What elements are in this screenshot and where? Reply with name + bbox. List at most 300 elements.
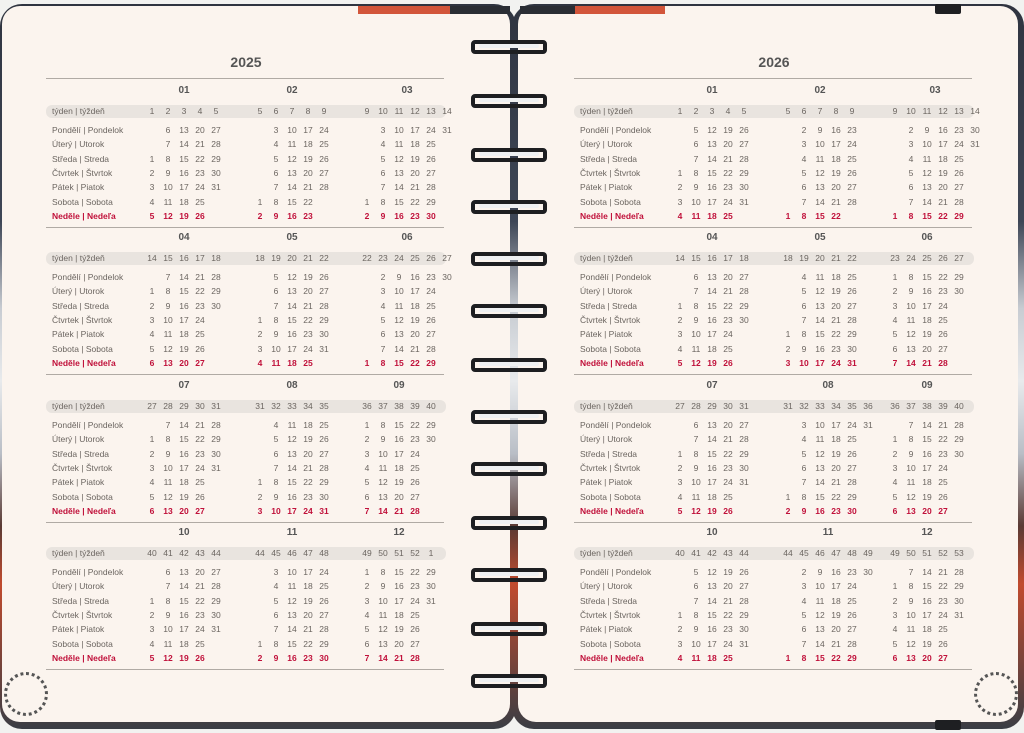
elastic-band-top — [935, 4, 961, 14]
day-number: 18 — [831, 153, 841, 164]
day-number: 12 — [815, 609, 825, 620]
day-number: 17 — [707, 196, 717, 207]
day-number: 19 — [922, 638, 932, 649]
day-number: 16 — [410, 272, 420, 282]
day-number: 12 — [394, 314, 404, 325]
day-number: 18 — [831, 595, 841, 606]
day-number: 19 — [707, 357, 717, 368]
day-number: 19 — [831, 167, 841, 178]
day-number: 8 — [380, 420, 386, 430]
weekday-row — [574, 152, 974, 166]
day-number: 6 — [165, 567, 171, 577]
day-number: 12 — [163, 210, 173, 221]
day-number: 25 — [847, 153, 857, 164]
day-number: 5 — [364, 624, 370, 635]
day-number: 23 — [831, 505, 841, 516]
day-number: 13 — [815, 624, 825, 635]
week-number-bar — [46, 400, 446, 413]
day-number: 25 — [723, 491, 733, 502]
day-number: 25 — [195, 196, 205, 207]
day-number: 25 — [938, 624, 948, 635]
week-number-bar — [46, 252, 452, 265]
weekday-label: Úterý | Utorok — [52, 286, 105, 297]
week-number: 8 — [833, 106, 839, 116]
day-number: 6 — [149, 505, 155, 516]
month-block-rule — [574, 522, 972, 523]
day-number: 30 — [211, 448, 221, 459]
day-number: 22 — [410, 196, 420, 207]
day-number: 16 — [707, 462, 717, 473]
week-label: týden | týždeň — [580, 253, 633, 263]
day-number: 14 — [815, 196, 825, 207]
day-number: 10 — [163, 624, 173, 635]
day-number: 25 — [723, 210, 733, 221]
day-number: 31 — [211, 462, 221, 473]
day-number: 25 — [723, 652, 733, 663]
day-number: 15 — [707, 448, 717, 459]
day-number: 5 — [693, 125, 699, 135]
day-number: 13 — [394, 167, 404, 178]
month-block-rule — [574, 374, 972, 375]
week-number: 23 — [378, 253, 388, 263]
day-number: 26 — [195, 491, 205, 502]
week-number: 2 — [693, 106, 699, 116]
day-number: 27 — [739, 139, 749, 150]
day-number: 24 — [319, 125, 329, 135]
day-number: 3 — [149, 624, 155, 635]
day-number: 24 — [938, 609, 948, 620]
day-number: 13 — [378, 638, 388, 649]
day-number: 3 — [892, 300, 898, 311]
day-number: 5 — [892, 638, 898, 649]
week-number: 48 — [319, 548, 329, 558]
day-number: 5 — [892, 491, 898, 502]
day-number: 8 — [693, 300, 699, 311]
day-number: 28 — [319, 182, 329, 193]
week-number: 37 — [378, 401, 388, 411]
day-number: 18 — [938, 153, 948, 164]
weekday-label: Čtvrtek | Štvrtok — [580, 609, 641, 620]
day-number: 10 — [922, 139, 932, 150]
day-number: 23 — [410, 210, 420, 221]
month-name: 01 — [706, 85, 718, 96]
day-number: 13 — [906, 505, 916, 516]
day-number: 6 — [165, 125, 171, 135]
month-name: 09 — [393, 380, 405, 391]
day-number: 22 — [303, 638, 313, 649]
day-number: 20 — [723, 139, 733, 150]
day-number: 13 — [378, 491, 388, 502]
month-name: 03 — [929, 85, 941, 96]
ring-highlight — [479, 98, 539, 102]
day-number: 22 — [410, 567, 420, 577]
day-number: 5 — [801, 448, 807, 459]
week-number: 31 — [739, 401, 749, 411]
month-name: 01 — [178, 85, 190, 96]
month-name: 07 — [178, 380, 190, 391]
month-name: 12 — [921, 527, 933, 538]
week-number: 45 — [271, 548, 281, 558]
day-number: 9 — [380, 434, 386, 445]
day-number: 23 — [723, 462, 733, 473]
month-name: 05 — [814, 232, 826, 243]
week-number: 40 — [675, 548, 685, 558]
day-number: 30 — [426, 581, 436, 592]
day-number: 17 — [394, 448, 404, 459]
day-number: 15 — [394, 357, 404, 368]
day-number: 20 — [179, 505, 189, 516]
day-number: 17 — [922, 609, 932, 620]
day-number: 25 — [426, 139, 436, 150]
weekday-label: Úterý | Utorok — [580, 581, 633, 592]
day-number: 16 — [287, 491, 297, 502]
day-number: 19 — [938, 167, 948, 178]
binding-ring — [471, 250, 547, 270]
ring-highlight — [479, 308, 539, 312]
day-number: 27 — [319, 286, 329, 297]
day-number: 4 — [677, 210, 683, 221]
day-number: 9 — [801, 505, 807, 516]
week-number: 53 — [954, 548, 964, 558]
ring-highlight — [479, 572, 539, 576]
ring-highlight — [479, 44, 539, 48]
day-number: 16 — [831, 567, 841, 577]
day-number: 14 — [922, 567, 932, 577]
day-number: 9 — [924, 125, 930, 135]
day-number: 23 — [195, 167, 205, 178]
day-number: 16 — [179, 448, 189, 459]
week-number: 5 — [785, 106, 791, 116]
day-number: 15 — [922, 581, 932, 592]
day-number: 26 — [195, 343, 205, 354]
day-number: 26 — [319, 595, 329, 606]
day-number: 5 — [801, 609, 807, 620]
day-number: 15 — [394, 196, 404, 207]
day-number: 27 — [938, 505, 948, 516]
day-number: 22 — [723, 167, 733, 178]
week-number: 45 — [799, 548, 809, 558]
weekday-row — [574, 490, 974, 504]
day-number: 4 — [801, 434, 807, 445]
day-number: 7 — [364, 652, 370, 663]
day-number: 29 — [426, 196, 436, 207]
day-number: 2 — [149, 300, 155, 311]
day-number: 12 — [163, 652, 173, 663]
day-number: 12 — [922, 167, 932, 178]
day-number: 14 — [707, 595, 717, 606]
day-number: 10 — [906, 300, 916, 311]
day-number: 4 — [380, 300, 386, 311]
day-number: 18 — [831, 434, 841, 445]
day-number: 22 — [723, 448, 733, 459]
day-number: 22 — [195, 434, 205, 445]
month-row-block — [46, 232, 452, 368]
weekday-label: Pondělí | Pondelok — [52, 567, 124, 577]
day-number: 6 — [364, 491, 370, 502]
day-number: 24 — [847, 581, 857, 592]
day-number: 24 — [938, 462, 948, 473]
week-number: 30 — [195, 401, 205, 411]
day-number: 17 — [707, 329, 717, 340]
day-number: 27 — [410, 638, 420, 649]
month-row-block — [46, 380, 446, 516]
week-number: 5 — [257, 106, 263, 116]
day-number: 29 — [211, 434, 221, 445]
day-number: 7 — [165, 139, 171, 150]
day-number: 25 — [195, 638, 205, 649]
day-number: 27 — [739, 420, 749, 430]
week-number: 51 — [394, 548, 404, 558]
day-number: 14 — [179, 272, 189, 282]
day-number: 14 — [922, 196, 932, 207]
day-number: 2 — [785, 505, 791, 516]
weekday-row — [574, 651, 974, 665]
day-number: 24 — [954, 139, 964, 150]
bookmark-tab — [358, 6, 450, 14]
day-number: 17 — [287, 343, 297, 354]
weekday-label: Čtvrtek | Štvrtok — [580, 462, 641, 473]
weekday-label: Neděle | Nedeľa — [580, 652, 644, 663]
week-number: 4 — [725, 106, 731, 116]
binding-ring — [471, 460, 547, 480]
week-number: 12 — [410, 106, 420, 116]
day-number: 10 — [394, 125, 404, 135]
day-number: 21 — [831, 477, 841, 488]
day-number: 19 — [303, 595, 313, 606]
day-number: 22 — [938, 210, 948, 221]
day-number: 9 — [273, 210, 279, 221]
day-number: 16 — [179, 167, 189, 178]
day-number: 9 — [693, 624, 699, 635]
day-number: 5 — [149, 210, 155, 221]
day-number: 10 — [163, 182, 173, 193]
day-number: 3 — [149, 462, 155, 473]
day-number: 8 — [165, 153, 171, 164]
week-number: 46 — [287, 548, 297, 558]
day-number: 27 — [847, 462, 857, 473]
week-number: 25 — [410, 253, 420, 263]
week-number: 5 — [741, 106, 747, 116]
day-number: 24 — [847, 139, 857, 150]
weekday-label: Neděle | Nedeľa — [52, 210, 116, 221]
day-number: 15 — [922, 210, 932, 221]
week-number: 17 — [723, 253, 733, 263]
week-number: 27 — [147, 401, 157, 411]
weekday-row — [574, 418, 974, 432]
day-number: 4 — [273, 581, 279, 592]
week-number: 27 — [675, 401, 685, 411]
ring-highlight — [479, 204, 539, 208]
day-number: 19 — [831, 286, 841, 297]
day-number: 21 — [831, 314, 841, 325]
month-name: 05 — [286, 232, 298, 243]
weekday-label: Pátek | Piatok — [52, 477, 105, 488]
day-number: 13 — [287, 609, 297, 620]
day-number: 30 — [211, 300, 221, 311]
day-number: 9 — [693, 314, 699, 325]
day-number: 26 — [847, 448, 857, 459]
weekday-row — [574, 447, 974, 461]
day-number: 3 — [149, 314, 155, 325]
weekday-row — [574, 327, 974, 341]
day-number: 2 — [257, 329, 263, 340]
day-number: 9 — [273, 491, 279, 502]
month-block-rule — [46, 374, 444, 375]
day-number: 7 — [892, 357, 898, 368]
day-number: 28 — [211, 139, 221, 150]
cover-band — [450, 6, 510, 14]
day-number: 14 — [287, 462, 297, 473]
day-number: 5 — [273, 153, 279, 164]
day-number: 11 — [691, 652, 701, 663]
day-number: 25 — [195, 477, 205, 488]
day-number: 2 — [257, 210, 263, 221]
day-number: 13 — [707, 139, 717, 150]
day-number: 10 — [287, 125, 297, 135]
day-number: 30 — [319, 652, 329, 663]
day-number: 31 — [739, 477, 749, 488]
weekday-row — [46, 622, 446, 636]
day-number: 16 — [394, 434, 404, 445]
week-number: 48 — [847, 548, 857, 558]
week-label: týden | týždeň — [580, 548, 633, 558]
weekday-label: Sobota | Sobota — [580, 638, 641, 649]
day-number: 30 — [954, 595, 964, 606]
day-number: 7 — [273, 462, 279, 473]
weekday-label: Pátek | Piatok — [580, 182, 633, 193]
week-number: 30 — [723, 401, 733, 411]
day-number: 17 — [831, 420, 841, 430]
day-number: 3 — [273, 567, 279, 577]
week-number: 6 — [273, 106, 279, 116]
week-number: 4 — [197, 106, 203, 116]
week-number: 14 — [442, 106, 452, 116]
week-number: 18 — [783, 253, 793, 263]
day-number: 27 — [938, 652, 948, 663]
weekday-row — [46, 195, 446, 209]
day-number: 28 — [211, 272, 221, 282]
day-number: 30 — [863, 567, 873, 577]
day-number: 7 — [693, 434, 699, 445]
day-number: 1 — [677, 300, 683, 311]
day-number: 6 — [693, 272, 699, 282]
weekday-row — [46, 270, 452, 284]
day-number: 17 — [707, 477, 717, 488]
week-number: 27 — [442, 253, 452, 263]
day-number: 16 — [922, 286, 932, 297]
day-number: 10 — [815, 139, 825, 150]
weekday-row — [574, 284, 974, 298]
day-number: 9 — [817, 567, 823, 577]
month-block-rule — [46, 669, 444, 670]
weekday-row — [46, 356, 446, 370]
day-number: 3 — [257, 343, 263, 354]
day-number: 8 — [801, 491, 807, 502]
day-number: 14 — [707, 434, 717, 445]
week-number: 41 — [691, 548, 701, 558]
day-number: 21 — [723, 434, 733, 445]
day-number: 15 — [815, 491, 825, 502]
day-number: 11 — [163, 329, 173, 340]
day-number: 8 — [273, 638, 279, 649]
day-number: 1 — [785, 210, 791, 221]
day-number: 4 — [364, 609, 370, 620]
day-number: 11 — [906, 314, 916, 325]
day-number: 29 — [739, 448, 749, 459]
day-number: 22 — [410, 420, 420, 430]
day-number: 17 — [179, 182, 189, 193]
month-name: 07 — [706, 380, 718, 391]
day-number: 22 — [195, 286, 205, 297]
week-number: 14 — [970, 106, 980, 116]
day-number: 5 — [273, 595, 279, 606]
day-number: 21 — [410, 343, 420, 354]
day-number: 26 — [195, 210, 205, 221]
year-rule — [46, 78, 444, 79]
weekday-row — [46, 651, 446, 665]
week-number: 2 — [165, 106, 171, 116]
weekday-row — [574, 166, 974, 180]
day-number: 28 — [319, 462, 329, 473]
day-number: 29 — [319, 477, 329, 488]
day-number: 11 — [691, 491, 701, 502]
day-number: 13 — [922, 182, 932, 193]
day-number: 17 — [707, 638, 717, 649]
cover-band — [520, 6, 575, 14]
week-number: 40 — [954, 401, 964, 411]
week-number: 51 — [922, 548, 932, 558]
week-number: 49 — [890, 548, 900, 558]
day-number: 12 — [691, 505, 701, 516]
day-number: 31 — [211, 182, 221, 193]
day-number: 24 — [410, 448, 420, 459]
week-number: 34 — [831, 401, 841, 411]
weekday-row — [46, 123, 452, 137]
week-label: týden | týždeň — [580, 401, 633, 411]
day-number: 9 — [693, 182, 699, 193]
weekday-label: Čtvrtek | Štvrtok — [52, 167, 113, 178]
day-number: 3 — [892, 462, 898, 473]
day-number: 17 — [287, 505, 297, 516]
day-number: 16 — [707, 314, 717, 325]
weekday-label: Sobota | Sobota — [52, 196, 113, 207]
day-number: 23 — [723, 182, 733, 193]
day-number: 18 — [410, 139, 420, 150]
day-number: 14 — [287, 182, 297, 193]
week-number: 17 — [195, 253, 205, 263]
day-number: 3 — [801, 581, 807, 592]
day-number: 5 — [149, 343, 155, 354]
day-number: 4 — [908, 153, 914, 164]
day-number: 12 — [287, 434, 297, 445]
day-number: 18 — [303, 420, 313, 430]
day-number: 27 — [319, 448, 329, 459]
day-number: 22 — [831, 329, 841, 340]
day-number: 17 — [815, 357, 825, 368]
week-label: týden | týždeň — [52, 106, 105, 116]
day-number: 3 — [892, 609, 898, 620]
day-number: 21 — [938, 567, 948, 577]
corner-dots-decoration — [4, 672, 48, 716]
day-number: 2 — [149, 448, 155, 459]
binding-ring — [471, 92, 547, 112]
weekday-label: Středa | Streda — [580, 595, 638, 606]
day-number: 29 — [739, 609, 749, 620]
day-number: 9 — [908, 595, 914, 606]
day-number: 27 — [938, 343, 948, 354]
day-number: 18 — [707, 210, 717, 221]
day-number: 16 — [815, 505, 825, 516]
